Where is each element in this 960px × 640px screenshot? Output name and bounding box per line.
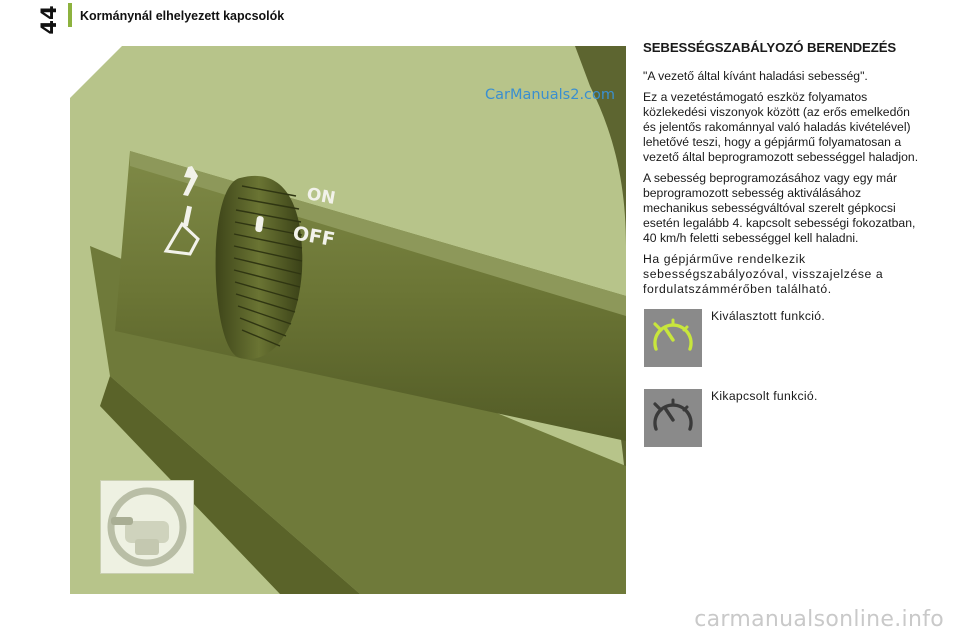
indicator-off-label: Kikapcsolt funkció. bbox=[711, 389, 818, 403]
section-accent-bar bbox=[68, 3, 72, 27]
paragraph-indicator: Ha gépjárműve rendelkezik sebességszabályozóval, visszajelzése a fordulatszámmérőben található. bbox=[643, 252, 884, 296]
text-column bbox=[643, 40, 923, 457]
indicator-selected-row bbox=[643, 309, 923, 377]
footer-watermark: carmanualsonline.info bbox=[694, 607, 944, 632]
paragraph-description: Ez a vezetéstámogató eszköz folyamatos közlekedési viszonyok között (az erős emelkedőn és jelentős rakománnyal való haladás kivételével) lehetővé teszi, hogy a gépjármű folyamatosan a vezető által beprogramozott sebességgel haladjon. bbox=[643, 90, 919, 164]
page-number: 44 bbox=[37, 5, 61, 35]
steering-wheel-thumbnail bbox=[100, 480, 194, 574]
paragraph-activation: A sebesség beprogramozásához vagy egy már beprogramozott sebesség aktiválásához mechanikus sebességváltóval szerelt gépkocsi esetén legalább 4. kapcsolt sebességi fokozatban, 40 km/h feletti sebességgel kell haladni. bbox=[643, 171, 916, 245]
paragraph-definition: "A vezető által kívánt haladási sebesség". bbox=[643, 69, 868, 83]
section-title: Kormánynál elhelyezett kapcsolók bbox=[80, 9, 285, 23]
indicator-selected-label: Kiválasztott funkció. bbox=[711, 309, 826, 323]
section-heading: SEBESSÉGSZABÁLYOZÓ BERENDEZÉS bbox=[643, 40, 897, 55]
stalk-illustration bbox=[70, 46, 626, 594]
stalk-label-on: ON bbox=[305, 184, 337, 209]
cruise-control-off-icon bbox=[644, 389, 702, 447]
steering-wheel-icon bbox=[101, 481, 193, 573]
indicator-off-row bbox=[643, 389, 923, 457]
cruise-control-selected-icon bbox=[644, 309, 702, 367]
watermark-text: CarManuals2.com bbox=[485, 87, 616, 103]
stalk-label-off: OFF bbox=[291, 222, 337, 252]
